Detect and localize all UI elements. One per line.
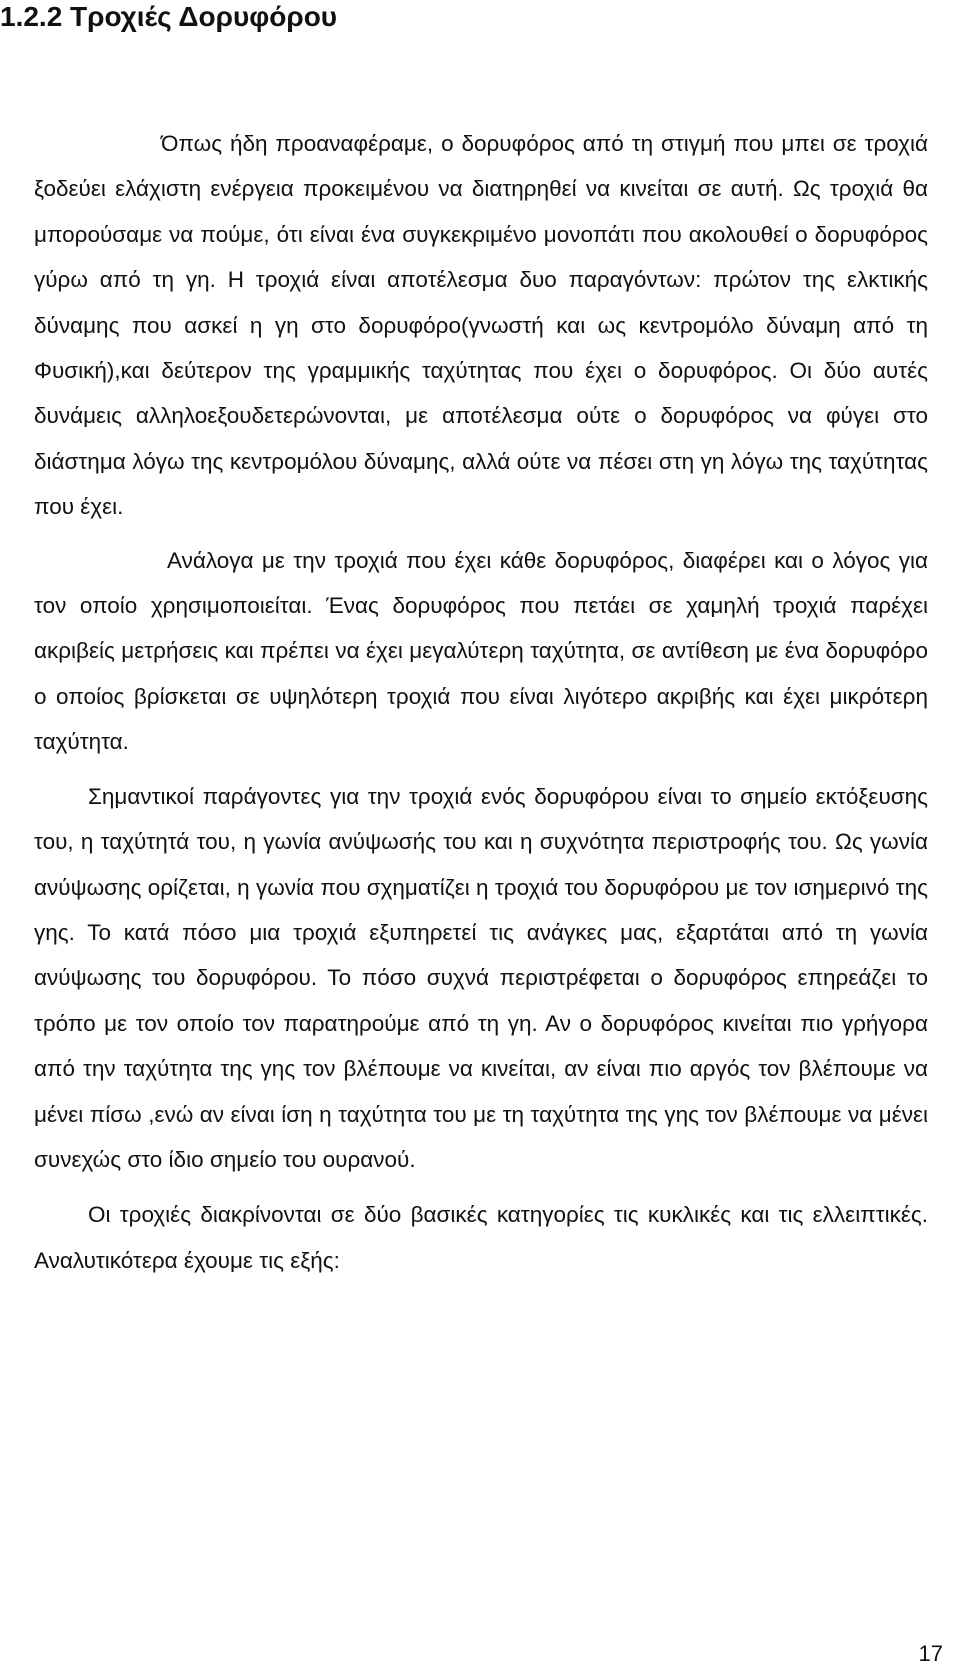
section-heading: 1.2.2 Τροχιές Δορυφόρου	[0, 1, 338, 32]
paragraph-orbit-definition: Όπως ήδη προαναφέραμε, ο δορυφόρος από τη στιγμή που μπει σε τροχιά ξοδεύει ελάχιστη ενέργεια προκειμένου να διατηρηθεί να κινείται σε αυτή. Ως τροχιά θα μπορούσαμε να πούμε, ότι είναι ένα συγκεκριμένο μονοπάτι που ακολουθεί ο δορυφόρος γύρω από τη γη. Η τροχιά είναι αποτέλεσμα δυο παραγόντων: πρώτον της ελκτικής δύναμης που ασκεί η γη στο δορυφόρο(γνωστή και ως κεντρομόλο δύναμη από τη Φυσική),και δεύτερον της γραμμικής ταχύτητας που έχει ο δορυφόρος. Οι δύο αυτές δυνάμεις αλληλοεξουδετερώνονται, με αποτέλεσμα ούτε ο δορυφόρος να φύγει στο διάστημα λόγω της κεντρομόλου δύναμης, αλλά ούτε να πέσει στη γη λόγω της ταχύτητας που έχει.	[34, 131, 928, 520]
paragraph-orbit-categories: Οι τροχιές διακρίνονται σε δύο βασικές κατηγορίες τις κυκλικές και τις ελλειπτικές. Αναλυτικότερα έχουμε τις εξής:	[34, 1202, 928, 1273]
paragraph-orbit-usage: Ανάλογα με την τροχιά που έχει κάθε δορυφόρος, διαφέρει και ο λόγος για τον οποίο χρησιμοποιείται. Ένας δορυφόρος που πετάει σε χαμηλή τροχιά παρέχει ακριβείς μετρήσεις και πρέπει να έχει μεγαλύτερη ταχύτητα, σε αντίθεση με ένα δορυφόρο ο οποίος βρίσκεται σε υψηλότερη τροχιά που είναι λιγότερο ακριβής και έχει μικρότερη ταχύτητα.	[34, 547, 928, 755]
page-number: 17	[918, 1641, 943, 1666]
document-body	[34, 121, 928, 1283]
paragraph-orbit-factors: Σημαντικοί παράγοντες για την τροχιά ενός δορυφόρου είναι το σημείο εκτόξευσης του, η ταχύτητά του, η γωνία ανύψωσής του και η συχνότητα περιστροφής του. Ως γωνία ανύψωσης ορίζεται, η γωνία που σχηματίζει η τροχιά του δορυφόρου με τον ισημερινό της γης. Το κατά πόσο μια τροχιά εξυπηρετεί τις ανάγκες μας, εξαρτάται από τη γωνία ανύψωσης του δορυφόρου. Το πόσο συχνά περιστρέφεται ο δορυφόρος επηρεάζει το τρόπο με τον οποίο τον παρατηρούμε από τη γη. Αν ο δορυφόρος κινείται πιο γρήγορα από την ταχύτητα της γης τον βλέπουμε να κινείται, αν είναι πιο αργός τον βλέπουμε να μένει πίσω ,ενώ αν είναι ίση η ταχύτητα του με τη ταχύτητα της γης τον βλέπουμε να μένει συνεχώς στο ίδιο σημείο του ουρανού.	[34, 783, 928, 1172]
